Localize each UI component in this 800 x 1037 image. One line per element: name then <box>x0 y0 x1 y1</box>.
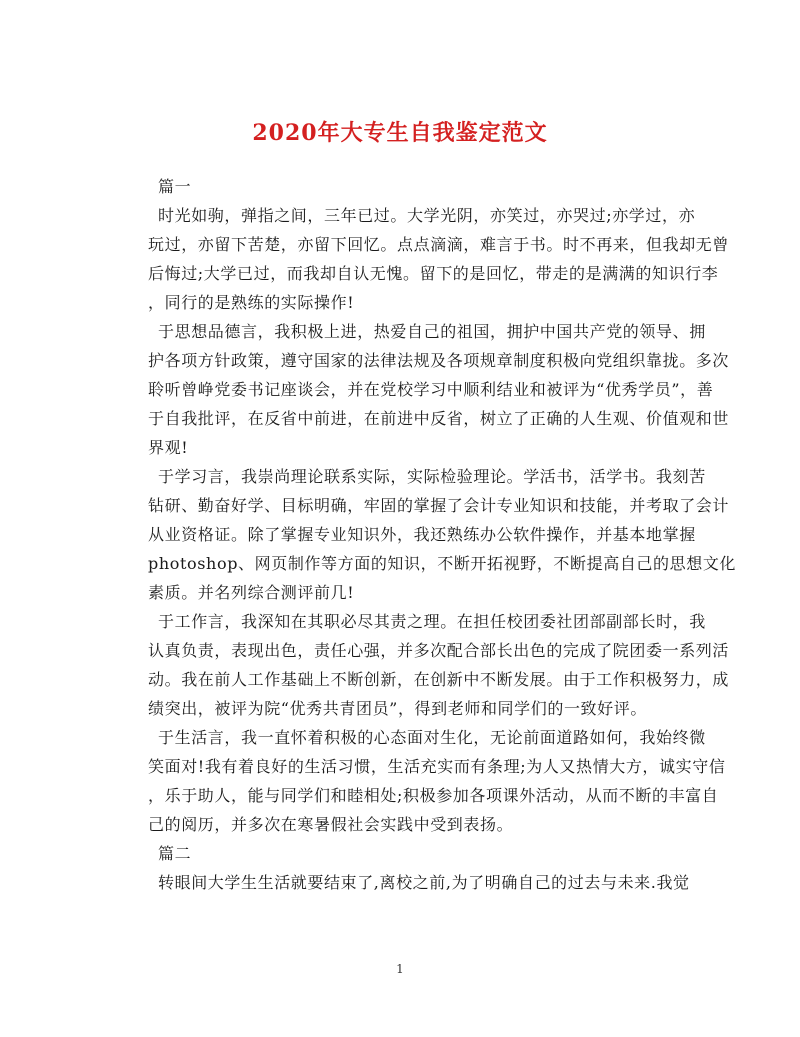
body-line: 于思想品德言，我积极上进，热爱自己的祖国，拥护中国共产党的领导、拥 <box>158 322 706 341</box>
body-line: ，同行的是熟练的实际操作! <box>148 293 355 312</box>
body-line: 篇二 <box>158 844 192 863</box>
body-line: 动。我在前人工作基础上不断创新，在创新中不断发展。由于工作积极努力，成 <box>148 670 730 689</box>
page-number: 1 <box>396 962 404 976</box>
body-line: 钻研、勤奋好学、目标明确，牢固的掌握了会计专业知识和技能，并考取了会计 <box>148 496 730 515</box>
body-line: 护各项方针政策，遵守国家的法律法规及各项规章制度积极向党组织靠拢。多次 <box>148 351 730 370</box>
document-title: 2020年大专生自我鉴定范文 <box>252 120 548 146</box>
body-line: 篇一 <box>158 177 192 196</box>
body-line: 己的阅历，并多次在寒暑假社会实践中受到表扬。 <box>148 815 514 834</box>
body-line: 于自我批评，在反省中前进，在前进中反省，树立了正确的人生观、价值观和世 <box>148 409 730 428</box>
body-line: 时光如驹，弹指之间，三年已过。大学光阴，亦笑过，亦哭过;亦学过，亦 <box>158 206 696 225</box>
body-line: 转眼间大学生生活就要结束了,离校之前,为了明确自己的过去与未来.我觉 <box>158 873 690 892</box>
body-line: 玩过，亦留下苦楚，亦留下回忆。点点滴滴，难言于书。时不再来，但我却无曾 <box>148 235 730 254</box>
body-line: 绩突出，被评为院“优秀共青团员”，得到老师和同学们的一致好评。 <box>148 699 647 718</box>
body-line: 认真负责，表现出色，责任心强，并多次配合部长出色的完成了院团委一系列活 <box>148 641 730 660</box>
body-line: 聆听曾峥党委书记座谈会，并在党校学习中顺利结业和被评为“优秀学员”，善 <box>148 380 714 399</box>
body-line: 界观! <box>148 438 189 457</box>
body-line: 于生活言，我一直怀着积极的心态面对生化，无论前面道路如何，我始终微 <box>158 728 706 747</box>
body-line: 从业资格证。除了掌握专业知识外，我还熟练办公软件操作，并基本地掌握 <box>148 525 696 544</box>
body-line: 于工作言，我深知在其职必尽其责之理。在担任校团委社团部副部长时，我 <box>158 612 706 631</box>
body-line: 后悔过;大学已过，而我却自认无愧。留下的是回忆，带走的是满满的知识行李 <box>148 264 719 283</box>
body-line: 于学习言，我崇尚理论联系实际，实际检验理论。学活书，活学书。我刻苦 <box>158 467 706 486</box>
body-line: ，乐于助人，能与同学们和睦相处;积极参加各项课外活动，从而不断的丰富自 <box>148 786 719 805</box>
document-body <box>148 172 737 897</box>
body-line: 笑面对!我有着良好的生活习惯，生活充实而有条理;为人又热情大方，诚实守信 <box>148 757 726 776</box>
body-line: 素质。并名列综合测评前几! <box>148 583 355 602</box>
body-line: photoshop、网页制作等方面的知识，不断开拓视野，不断提高自己的思想文化 <box>148 554 737 573</box>
